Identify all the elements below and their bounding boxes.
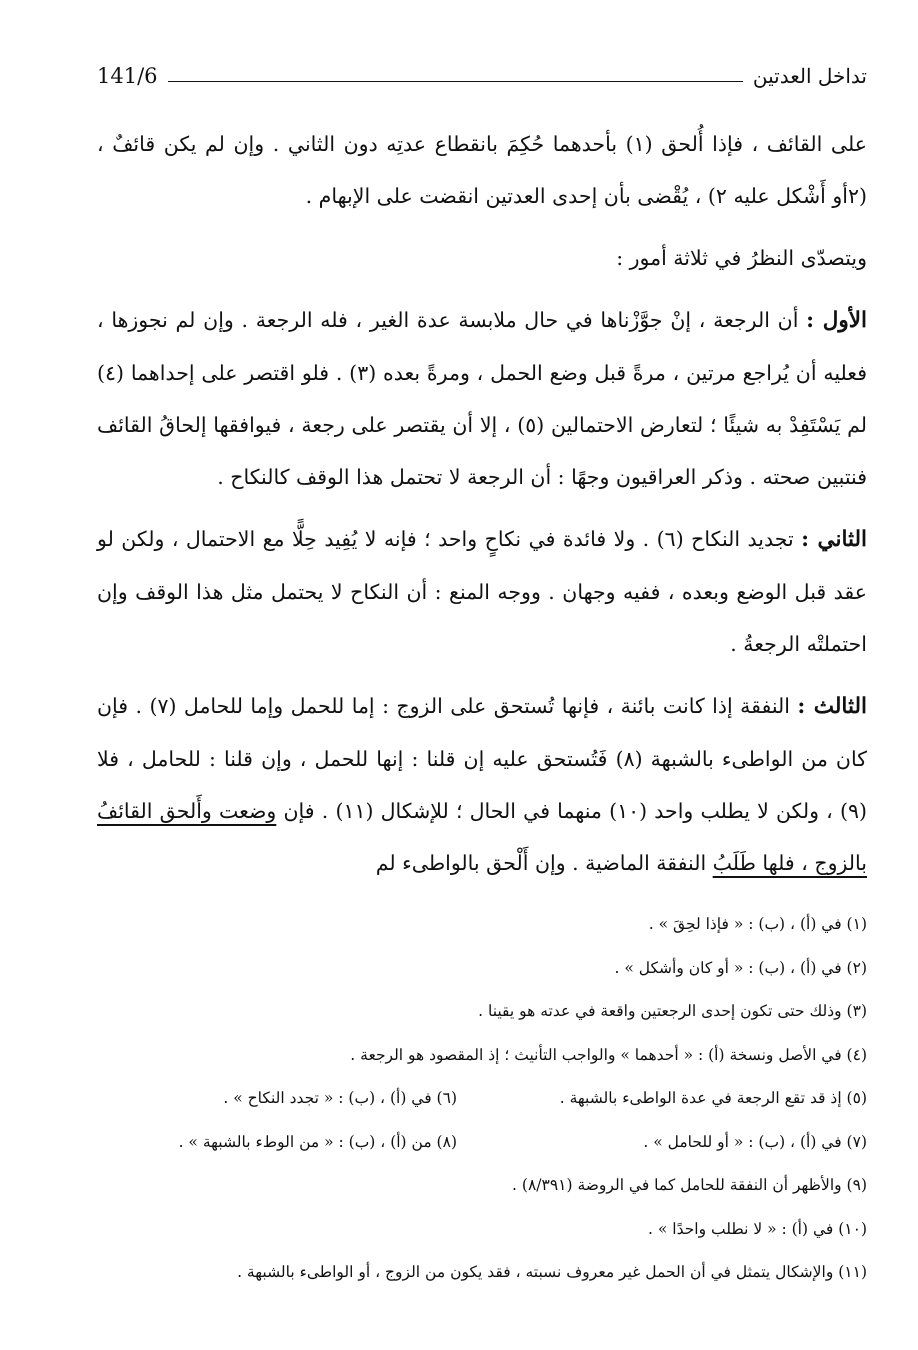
paragraph-5 [97,680,867,889]
footnote-9: (٩) والأظهر أن النفقة للحامل كما في الروضة (٨/٣٩١) . [512,1176,867,1194]
footnote-8: (٨) من (أ) ، (ب) : « من الوطء بالشبهة » . [178,1132,457,1151]
running-title: تداخل العدتين [752,64,867,88]
footnote-row-5-6 [97,1077,867,1121]
paragraph-1: على القائف ، فإذا أُلحق (١) بأحدهما حُكِمَ بانقطاع عدتِه دون الثاني . وإن لم يكن قائفٌ ، (٢أو أَشْكل عليه ٢) ، يُقْضى بأن إحدى العدتين انقضت على الإبهام . [97,132,867,208]
footnote-7: (٧) في (أ) ، (ب) : « أو للحامل » . [643,1132,867,1151]
underlined-phrase: وضعت وأَلحق القائفُ بالزوج ، فلها طَلَبُ [97,799,867,875]
paragraph-3-text: أن الرجعة ، إنْ جوَّزْناها في حال ملابسة عدة الغير ، فله الرجعة . وإن لم نجوزها ، فعليه أن يُراجع مرتين ، مرةً قبل وضع الحمل ، ومرةً بعده (٣) . فلو اقتصر على إحداهما (٤) لم يَسْتَفِدْ به شيئًا ؛ لتعارض الاحتمالين (٥) ، إلا أن يقتصر على رجعة ، فيوافقها إلحاقُ القائف فنتبين صحته . وذكر العراقيون وجهًا : أن الرجعة لا تحتمل هذا الوقف كالنكاح . [97,308,867,489]
footnote-row-7-8 [97,1121,867,1165]
footnotes [97,903,867,1295]
footnote-11: (١١) والإشكال يتمثل في أن الحمل غير معروف نسبته ، فقد يكون من الزوج ، أو الواطىء بالشبهة . [237,1263,867,1281]
footnote-10: (١٠) في (أ) : « لا نطلب واحدًا » . [648,1219,867,1238]
section-label-third: الثالث : [797,694,867,719]
paragraph-4-text: تجديد النكاح (٦) . ولا فائدة في نكاحٍ واحد ؛ فإنه لا يُفِيد حِلًّا مع الاحتمال ، ولكن لو عقد قبل الوضع وبعده ، ففيه وجهان . ووجه المنع : أن النكاح لا يحتمل مثل هذا الوقف وإن احتملتْه الرجعةُ . [97,527,867,656]
footnote-5: (٥) إذ قد تقع الرجعة في عدة الواطىء بالشبهة . [559,1089,867,1107]
footnote-2: (٢) في (أ) ، (ب) : « أو كان وأشكل » . [614,958,867,977]
section-label-second: الثاني : [801,527,868,552]
paragraph-5-tail: النفقة الماضية . وإن أَلْحق بالواطىء لم [375,851,707,875]
footnote-1: (١) في (أ) ، (ب) : « فإذا لحِقَ » . [648,915,867,933]
section-label-first: الأول : [806,308,867,333]
footnote-6: (٦) في (أ) ، (ب) : « تجدد النكاح » . [223,1089,457,1107]
main-text [97,118,867,889]
footnote-4: (٤) في الأصل ونسخة (أ) : « أحدهما » والواجب التأنيث ؛ إذ المقصود هو الرجعة . [350,1045,867,1064]
header-rule [168,81,743,82]
running-header [97,58,867,88]
paragraph-2: ويتصدّى النظرُ في ثلاثة أمور : [616,246,867,270]
paragraph-4 [97,513,867,670]
paragraph-5-text: النفقة إذا كانت بائنة ، فإنها تُستحق على الزوج : إما للحمل وإما للحامل (٧) . فإن كان من الواطىء بالشبهة (٨) فَتُستحق عليه إن قلنا : إنها للحمل ، وإن قلنا : للحامل ، فلا (٩) ، ولكن لا يطلب واحد (١٠) منهما في الحال ؛ للإشكال (١١) . فإن [97,694,867,823]
paragraph-3 [97,294,867,503]
footnote-3: (٣) وذلك حتى تكون إحدى الرجعتين واقعة في عدته هو يقينا . [478,1002,867,1020]
page-number: 141/6 [97,64,158,88]
